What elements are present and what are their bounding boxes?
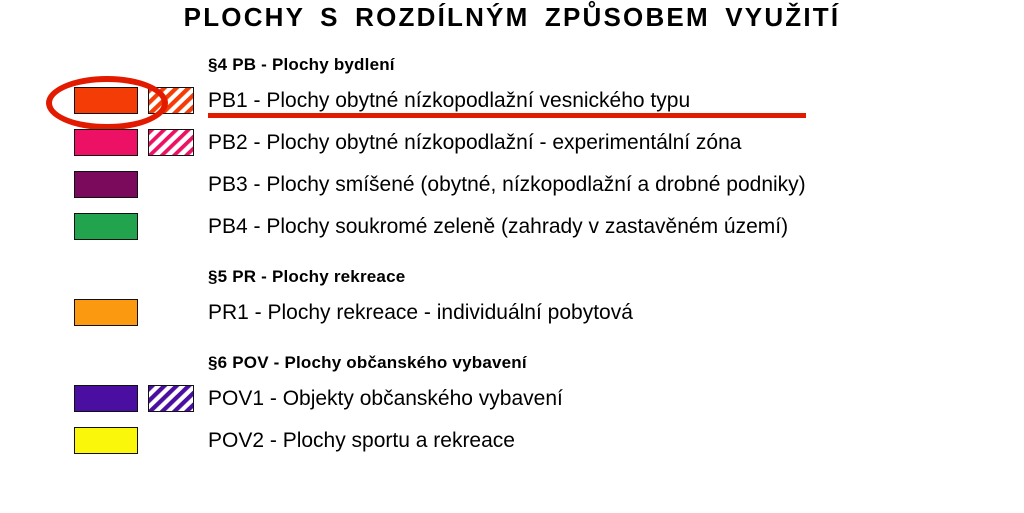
pr1-swatch bbox=[74, 299, 138, 326]
pr1-label: PR1 - Plochy rekreace - individuální pobytová bbox=[208, 301, 633, 324]
legend-row-pov1[interactable] bbox=[0, 378, 1024, 420]
pov2-swatch bbox=[74, 427, 138, 454]
pov1-label: POV1 - Objekty občanského vybavení bbox=[208, 387, 563, 410]
pb4-label: PB4 - Plochy soukromé zeleně (zahrady v zastavěném území) bbox=[208, 215, 789, 238]
pb1-label: PB1 - Plochy obytné nízkopodlažní vesnického typu bbox=[208, 89, 691, 112]
pb2-hatch-swatch bbox=[148, 129, 194, 156]
section-heading-pov: §6 POV - Plochy občanského vybavení bbox=[208, 353, 527, 372]
pb1-swatch bbox=[74, 87, 138, 114]
section-heading-pr: §5 PR - Plochy rekreace bbox=[208, 267, 406, 286]
legend-row-pb1[interactable] bbox=[0, 80, 1024, 122]
legend-list bbox=[0, 50, 1024, 462]
pb3-label: PB3 - Plochy smíšené (obytné, nízkopodlažní a drobné podniky) bbox=[208, 173, 806, 196]
pov2-label: POV2 - Plochy sportu a rekreace bbox=[208, 429, 515, 452]
legend-row-pb3[interactable] bbox=[0, 164, 1024, 206]
pb4-swatch bbox=[74, 213, 138, 240]
legend-row-pr1[interactable] bbox=[0, 292, 1024, 334]
section-gap-2 bbox=[0, 334, 1024, 348]
pb1-underline-annotation bbox=[208, 113, 806, 118]
legend-row-pb4[interactable] bbox=[0, 206, 1024, 248]
pov1-swatch bbox=[74, 385, 138, 412]
pb1-hatch-swatch bbox=[148, 87, 194, 114]
legend-row-pb2[interactable] bbox=[0, 122, 1024, 164]
pov1-hatch-swatch bbox=[148, 385, 194, 412]
pb3-swatch bbox=[74, 171, 138, 198]
pb2-swatch bbox=[74, 129, 138, 156]
page-title: PLOCHY S ROZDÍLNÝM ZPŮSOBEM VYUŽITÍ bbox=[183, 2, 841, 32]
legend-row-pov2[interactable] bbox=[0, 420, 1024, 462]
pb2-label: PB2 - Plochy obytné nízkopodlažní - experimentální zóna bbox=[208, 131, 742, 154]
section-gap-1 bbox=[0, 248, 1024, 262]
section-heading-pb: §4 PB - Plochy bydlení bbox=[208, 55, 395, 74]
